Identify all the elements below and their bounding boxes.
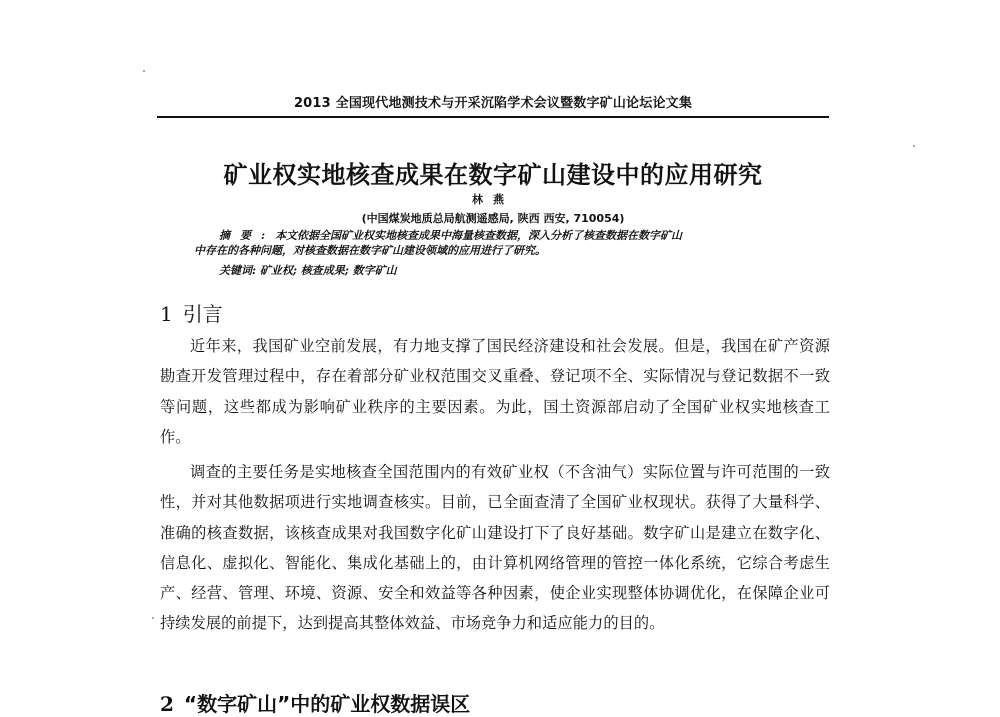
keywords bbox=[219, 262, 397, 278]
abstract-text-line-2: 中存在的各种问题，对核查数据在数字矿山建设领域的应用进行了研究。 bbox=[194, 244, 546, 257]
paragraph-1: 近年来，我国矿业空前发展，有力地支撑了国民经济建设和社会发展。但是，我国在矿产资源勘查开发管理过程中，存在着部分矿业权范围交叉重叠、登记项不全、实际情况与登记数据不一致等问题，这些都成为影响矿业秩序的主要因素。为此，国土资源部启动了全国矿业权实地核查工作。 bbox=[160, 337, 830, 446]
paper-affiliation: (中国煤炭地质总局航测遥感局, 陕西 西安, 710054) bbox=[361, 212, 625, 225]
running-header: 2013 全国现代地测技术与开采沉陷学术会议暨数字矿山论坛论文集 bbox=[293, 96, 693, 111]
section-heading-1 bbox=[160, 298, 223, 327]
abstract bbox=[194, 228, 800, 258]
abstract-line-1 bbox=[194, 228, 800, 243]
paragraph-2: 调查的主要任务是实地核查全国范围内的有效矿业权（不含油气）实际位置与许可范围的一致性，并对其他数据项进行实地调查核实。目前，已全面查清了全国矿业权现状。获得了大量科学、准确的核查数据，该核查成果对我国数字化矿山建设打下了良好基础。数字矿山是建立在数字化、信息化、虚拟化、智能化、集成化基础上的，由计算机网络管理的管控一体化系统，它综合考虑生产、经营、管理、环境、资源、安全和效益等各种因素，使企业实现整体协调优化，在保障企业可持续发展的前提下，达到提高其整体效益、市场竞争力和适应能力的目的。 bbox=[160, 463, 830, 633]
paper-title: 矿业权实地核查成果在数字矿山建设中的应用研究 bbox=[223, 161, 763, 189]
scan-speck bbox=[152, 617, 154, 619]
scan-speck bbox=[913, 145, 915, 147]
scan-speck bbox=[143, 70, 145, 72]
section-title: “数字矿山”中的矿业权数据误区 bbox=[183, 692, 471, 716]
keywords-label: 关键词: bbox=[219, 264, 257, 277]
header-rule bbox=[157, 116, 829, 118]
abstract-text-line-1: 本文依据全国矿业权实地核查成果中海量核查数据，深入分析了核查数据在数字矿山 bbox=[275, 229, 683, 242]
section-title: 引言 bbox=[182, 302, 223, 326]
keywords-list: 矿业权; 核查成果; 数字矿山 bbox=[259, 264, 397, 277]
paper-author: 林燕 bbox=[472, 193, 514, 206]
abstract-label: 摘要: bbox=[219, 229, 276, 242]
section-number: 2 bbox=[160, 692, 174, 716]
section-number: 1 bbox=[160, 302, 173, 326]
